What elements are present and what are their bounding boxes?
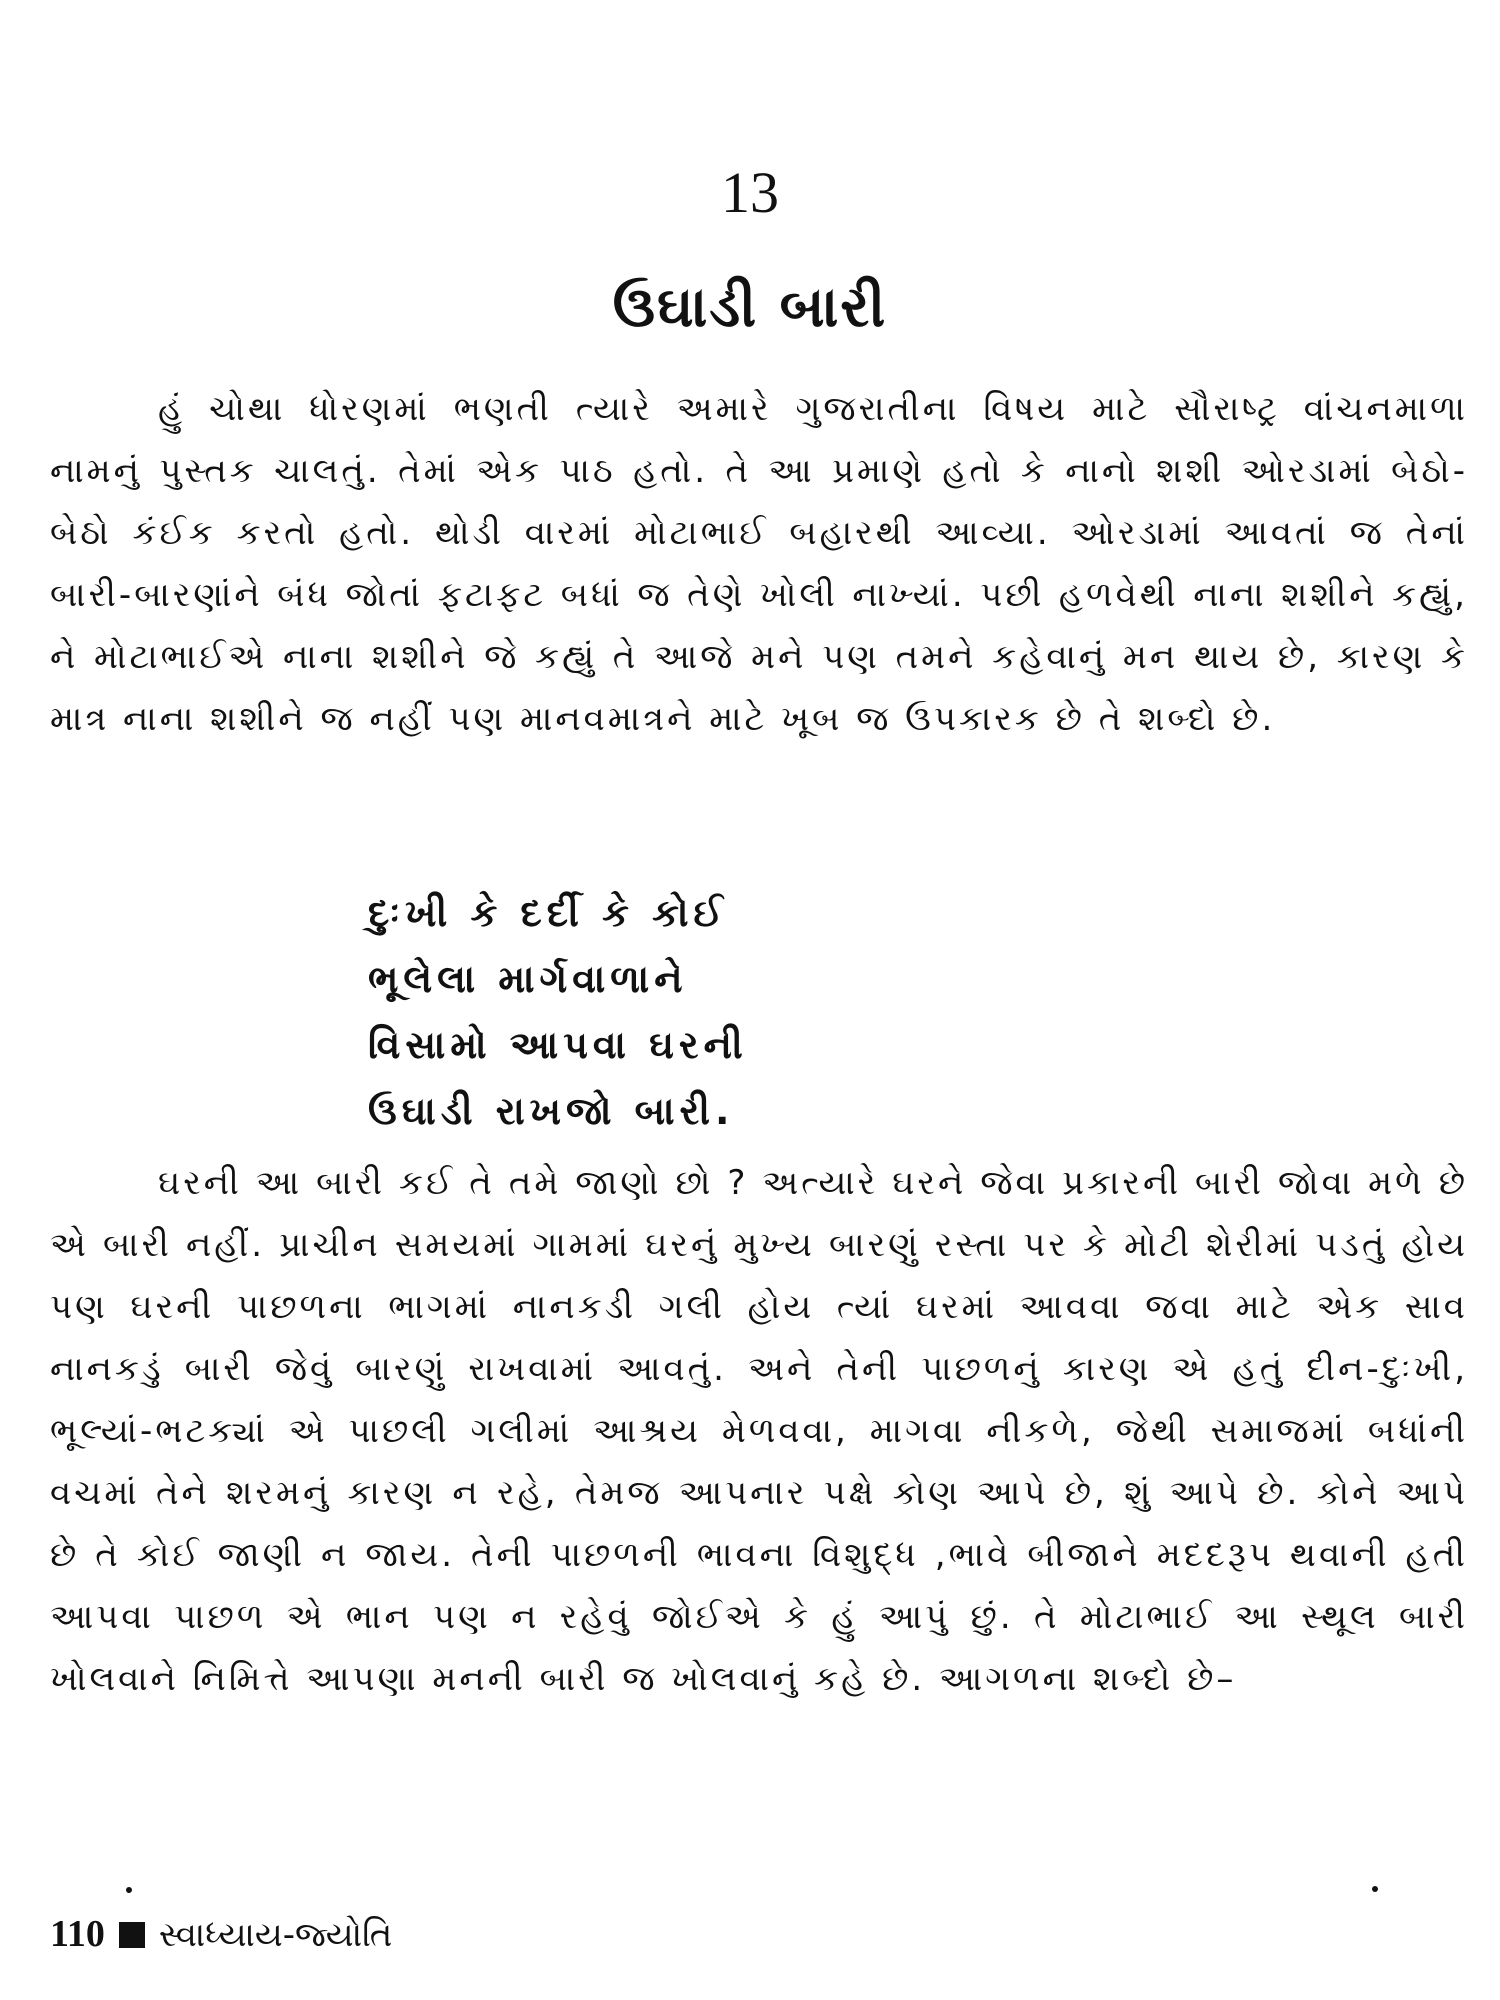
poem-line: ભૂલેલા માર્ગવાળાને (368, 957, 688, 1001)
paragraph-intro: હું ચોથા ધોરણમાં ભણતી ત્યારે અમારે ગુજરાતીના વિષય માટે સૌરાષ્ટ્ર વાંચનમાળા નામનું પુસ્તક ચાલતું. તેમાં એક પાઠ હતો. તે આ પ્રમાણે હતો કે નાનો શશી ઓરડામાં બેઠો-બેઠો કંઈક કરતો હતો. થોડી વારમાં મોટાભાઈ બહારથી આવ્યા. ઓરડામાં આવતાં જ તેનાં બારી-બારણાંને બંધ જોતાં ફટાફટ બધાં જ તેણે ખોલી નાખ્યાં. પછી હળવેથી નાના શશીને કહ્યું, ને મોટાભાઈએ નાના શશીને જે કહ્યું તે આજે મને પણ તમને કહેવાનું મન થાય છે, કારણ કે માત્ર નાના શશીને જ નહીં પણ માનવમાત્રને માટે ખૂબ જ ઉપકારક છે તે શબ્દો છે. (50, 389, 1468, 739)
chapter-number: 13 (721, 160, 779, 225)
book-title: સ્વાધ્યાય-જ્યોતિ (158, 1915, 393, 1955)
poem-line: વિસામો આપવા ઘરની (368, 1023, 748, 1067)
poem-line: દુઃખી કે દર્દી કે કોઈ (368, 891, 728, 935)
speck-mark (126, 1887, 132, 1893)
poem-stanza (368, 880, 748, 1144)
paragraph-explanation: ઘરની આ બારી કઈ તે તમે જાણો છો ? અત્યારે ઘરને જેવા પ્રકારની બારી જોવા મળે છે એ બારી નહીં. પ્રાચીન સમયમાં ગામમાં ઘરનું મુખ્ય બારણું રસ્તા પર કે મોટી શેરીમાં પડતું હોય પણ ઘરની પાછળના ભાગમાં નાનકડી ગલી હોય ત્યાં ઘરમાં આવવા જવા માટે એક સાવ નાનકડું બારી જેવું બારણું રાખવામાં આવતું. અને તેની પાછળનું કારણ એ હતું દીન-દુઃખી, ભૂલ્યાં-ભટક્યાં એ પાછલી ગલીમાં આશ્રય મેળવવા, માગવા નીકળે, જેથી સમાજમાં બધાંની વચમાં તેને શરમનું કારણ ન રહે, તેમજ આપનાર પક્ષે કોણ આપે છે, શું આપે છે. કોને આપે છે તે કોઈ જાણી ન જાય. તેની પાછળની ભાવના વિશુદ્ધ ,ભાવે બીજાને મદદરૂપ થવાની હતી આપવા પાછળ એ ભાન પણ ન રહેવું જોઈએ કે હું આપું છું. તે મોટાભાઈ આ સ્થૂલ બારી ખોલવાને નિમિત્તે આપણા મનની બારી જ ખોલવાનું કહે છે. આગળના શબ્દો છે– (50, 1163, 1468, 1699)
poem-line: ઉઘાડી રાખજો બારી. (368, 1089, 735, 1133)
chapter-title: ઉઘાડી બારી (612, 275, 888, 340)
speck-mark (1372, 1886, 1378, 1892)
page-number: 110 (50, 1913, 105, 1955)
square-bullet-icon (119, 1922, 145, 1948)
page-footer (50, 1912, 392, 1957)
